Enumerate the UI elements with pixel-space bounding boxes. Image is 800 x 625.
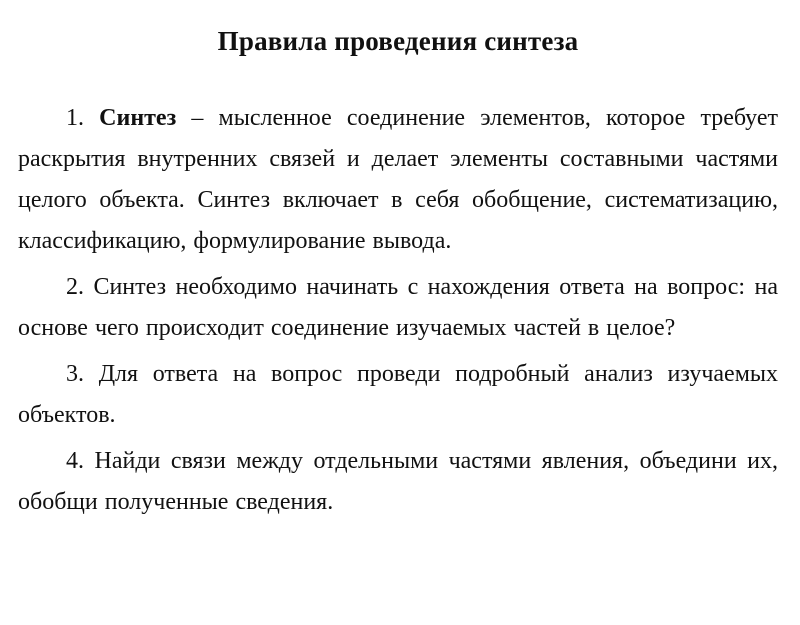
rule-term: Синтез bbox=[99, 105, 177, 131]
rule-item-4 bbox=[18, 441, 778, 523]
rule-item-2 bbox=[18, 267, 778, 349]
rule-text: Для ответа на вопрос проведи подробный анализ изучаемых объектов. bbox=[18, 361, 779, 428]
rule-text: – мысленное соединение элементов, которое требует раскрытия внутренних связей и делает элементы составными частями целого объекта. Синтез включает в себя обобщение, систематизацию, классификацию, формулирование вывода. bbox=[18, 105, 778, 254]
rule-number: 4. bbox=[66, 448, 84, 474]
rule-number: 1. bbox=[66, 105, 84, 131]
page-title: Правила проведения синтеза bbox=[217, 26, 579, 56]
rule-number: 2. bbox=[66, 274, 84, 300]
rule-number: 3. bbox=[66, 361, 84, 387]
rule-text: Найди связи между отдельными частями явления, объедини их, обобщи полученные сведения. bbox=[18, 448, 778, 515]
rule-item-1 bbox=[18, 98, 778, 262]
rule-text: Синтез необходимо начинать с нахождения ответа на вопрос: на основе чего происходит соединение изучаемых частей в целое? bbox=[18, 274, 778, 341]
rule-item-3 bbox=[18, 354, 778, 436]
rules-list bbox=[18, 98, 778, 523]
